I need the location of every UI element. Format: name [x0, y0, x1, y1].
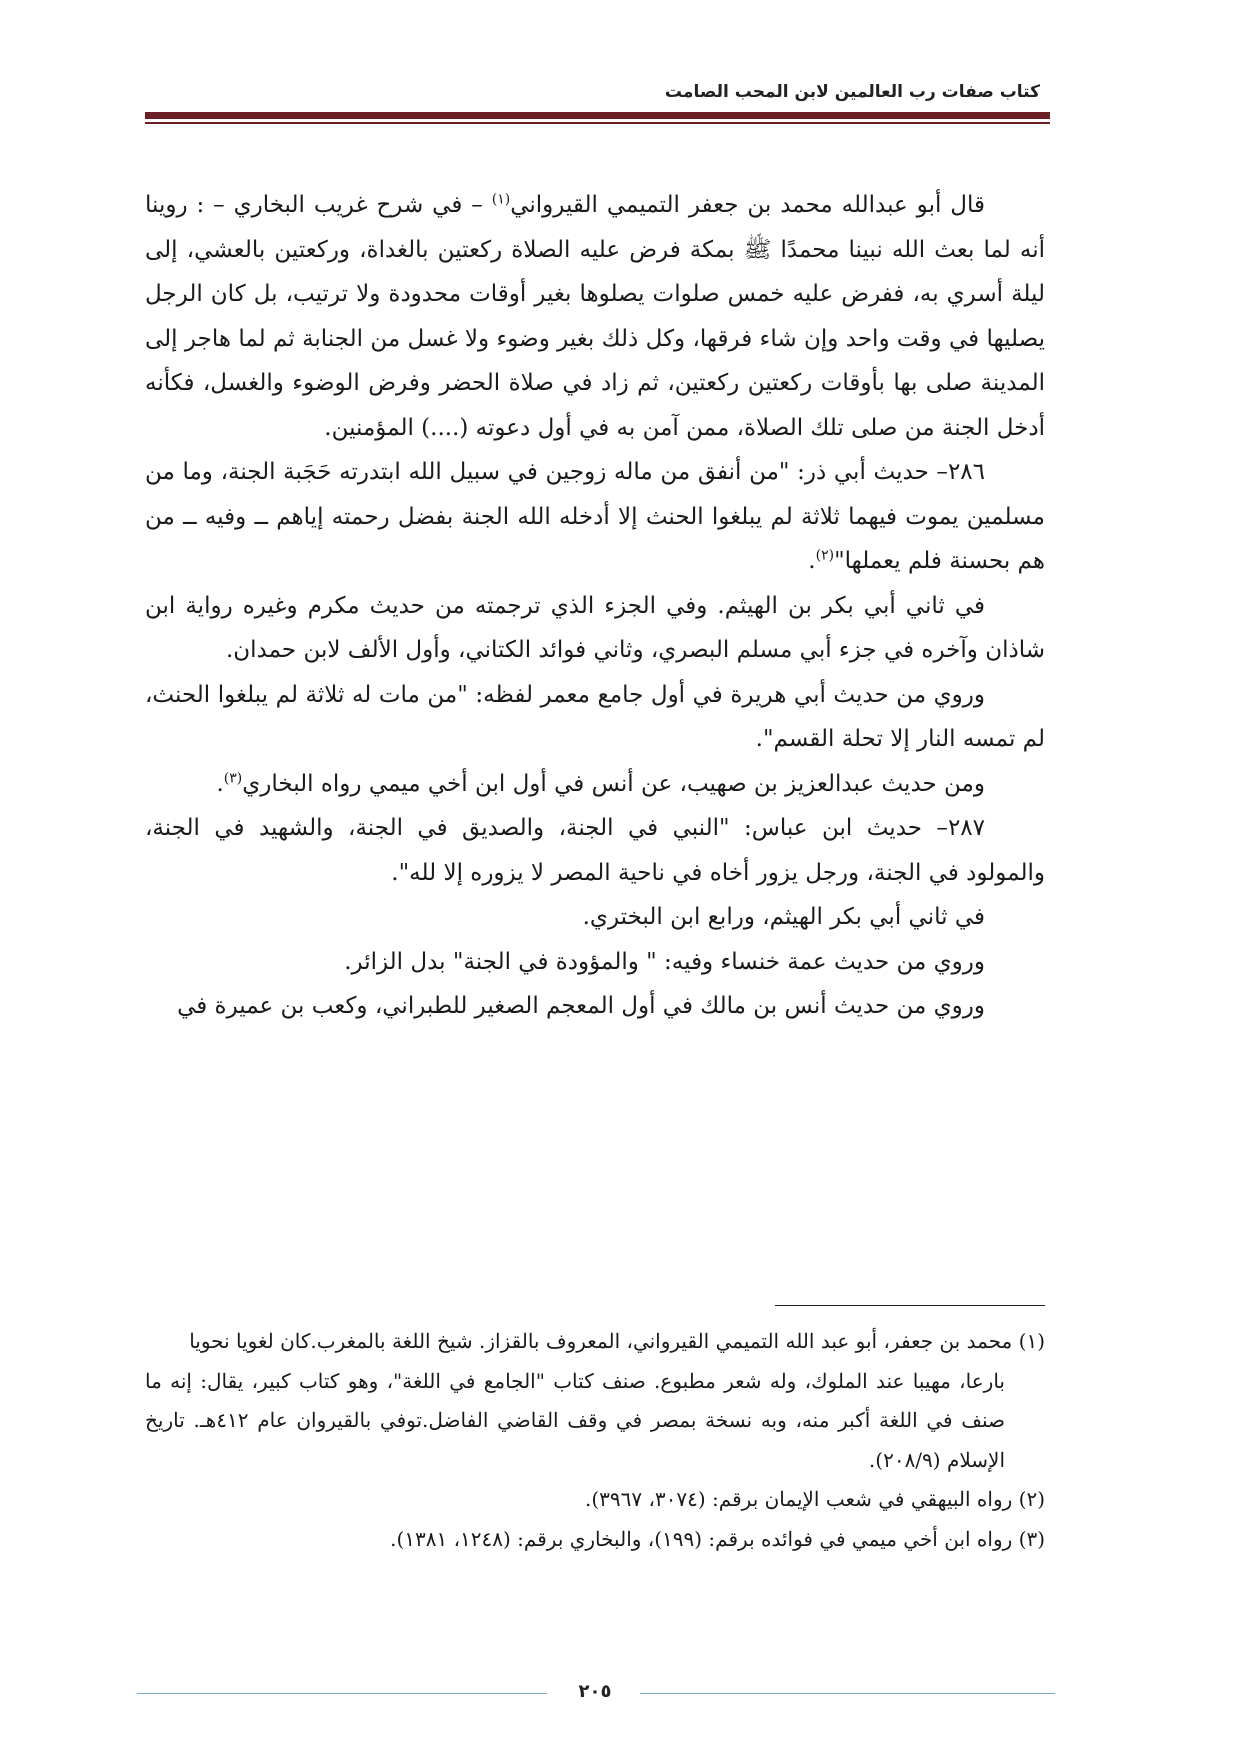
hadith-286: [145, 450, 1045, 584]
footnote-1: [145, 1322, 1045, 1362]
paragraph-sources-286: في ثاني أبي بكر بن الهيثم. وفي الجزء الذي ترجمته من حديث مكرم وغيره رواية ابن شاذان وآخره في جزء أبي مسلم البصري، وثاني فوائد الكتاني، وأول الألف لابن حمدان.: [145, 592, 1045, 663]
footnote-2: (٢) رواه البيهقي في شعب الإيمان برقم: (٣٠٧٤، ٣٩٦٧).: [584, 1487, 1045, 1511]
paragraph-abdulaziz-end: .: [216, 770, 224, 797]
main-text: [145, 183, 1045, 1029]
hadith-286-end: .: [808, 548, 816, 574]
page-number: ٢٠٥: [578, 1681, 612, 1702]
paragraph-anas: وروي من حديث أنس بن مالك في أول المعجم الصغير للطبراني، وكعب بن عميرة في: [177, 993, 985, 1019]
footnote-separator: [775, 1305, 1045, 1306]
paragraph-sources-287: في ثاني أبي بكر الهيثم، ورابع ابن البختري.: [582, 904, 985, 930]
footnote-ref-1[interactable]: (١): [491, 191, 511, 208]
footnote-3: (٣) رواه ابن أخي ميمي في فوائده برقم: (١٩٩)، والبخاري برقم: (١٢٤٨، ١٣٨١).: [390, 1526, 1045, 1551]
paragraph-abu-hurayra: وروي من حديث أبي هريرة في أول جامع معمر لفظه: "من مات له ثلاثة لم يبلغوا الحنث، لم تمسه النار إلا تحلة القسم".: [145, 681, 1045, 752]
paragraph-abdulaziz-text: ومن حديث عبدالعزيز بن صهيب، عن أنس في أول ابن أخي ميمي رواه البخاري: [242, 770, 985, 797]
footnote-1-first-line: (١) محمد بن جعفر، أبو عبد الله التميمي القيرواني، المعروف بالقزاز. شيخ اللغة بالمغرب.كان لغويا نحويا: [189, 1329, 1045, 1353]
paragraph-abdulaziz: [145, 762, 1045, 807]
footnote-ref-3[interactable]: (٣): [223, 769, 243, 786]
hadith-286-text: ٢٨٦– حديث أبي ذر: "من أنفق من ماله زوجين في سبيل الله ابتدرته حَجَبة الجنة، وما من مسلمين يموت فيهما ثلاثة لم يبلغوا الحنث إلا أدخله الله الجنة بفضل رحمته إياهم ــ وفيه ــ من هم بحسنة فلم يعملها": [145, 459, 1045, 574]
footnotes: [145, 1322, 1045, 1559]
running-header-title: كتاب صفات رب العالمين لابن المحب الصامت: [664, 82, 1040, 102]
header-rule-thin: [145, 122, 1050, 124]
footnote-1-continuation: بارعا، مهيبا عند الملوك، وله شعر مطبوع. صنف كتاب "الجامع في اللغة"، وهو كتاب كبير، يقال: إنه ما صنف في اللغة أكبر منه، وبه نسخة بمصر في وقف القاضي الفاضل.توفي بالقيروان عام ٤١٢هـ. تاريخ الإسلام (٢٠٨/٩).: [145, 1368, 1005, 1472]
paragraph-qayrawani: [145, 183, 1045, 450]
paragraph-rest: – في شرح غريب البخاري – : روينا أنه لما بعث الله نبينا محمدًا ﷺ بمكة فرض عليه الصلاة ركعتين بالغداة، وركعتين بالعشي، إلى ليلة أسري به، ففرض عليه خمس صلوات يصلوها بغير أوقات محدودة ولا ترتيب، بل كان الرجل يصليها في وقت واحد وإن شاء فرقها، وكل ذلك بغير وضوء ولا غسل من الجنابة ثم لما هاجر إلى المدينة صلى بها بأوقات ركعتين ركعتين، ثم زاد في صلاة الحضر وفرض الوضوء والغسل، فكأنه أدخل الجنة من صلى تلك الصلاة، ممن آمن به في أول دعوته (....) المؤمنين.: [145, 192, 1045, 441]
footer-rule-right: [640, 1693, 1055, 1694]
footer-rule-left: [137, 1693, 547, 1694]
footnote-ref-2[interactable]: (٢): [815, 547, 835, 564]
paragraph-khansa: وروي من حديث عمة خنساء وفيه: " والمؤودة في الجنة" بدل الزائر.: [344, 948, 985, 975]
header-rule-thick: [145, 112, 1050, 119]
paragraph-lead: قال أبو عبدالله محمد بن جعفر التميمي القيرواني: [510, 192, 986, 218]
hadith-287: ٢٨٧– حديث ابن عباس: "النبي في الجنة، والصديق في الجنة، والشهيد في الجنة، والمولود في الجنة، ورجل يزور أخاه في ناحية المصر لا يزوره إلا لله".: [145, 815, 1045, 886]
